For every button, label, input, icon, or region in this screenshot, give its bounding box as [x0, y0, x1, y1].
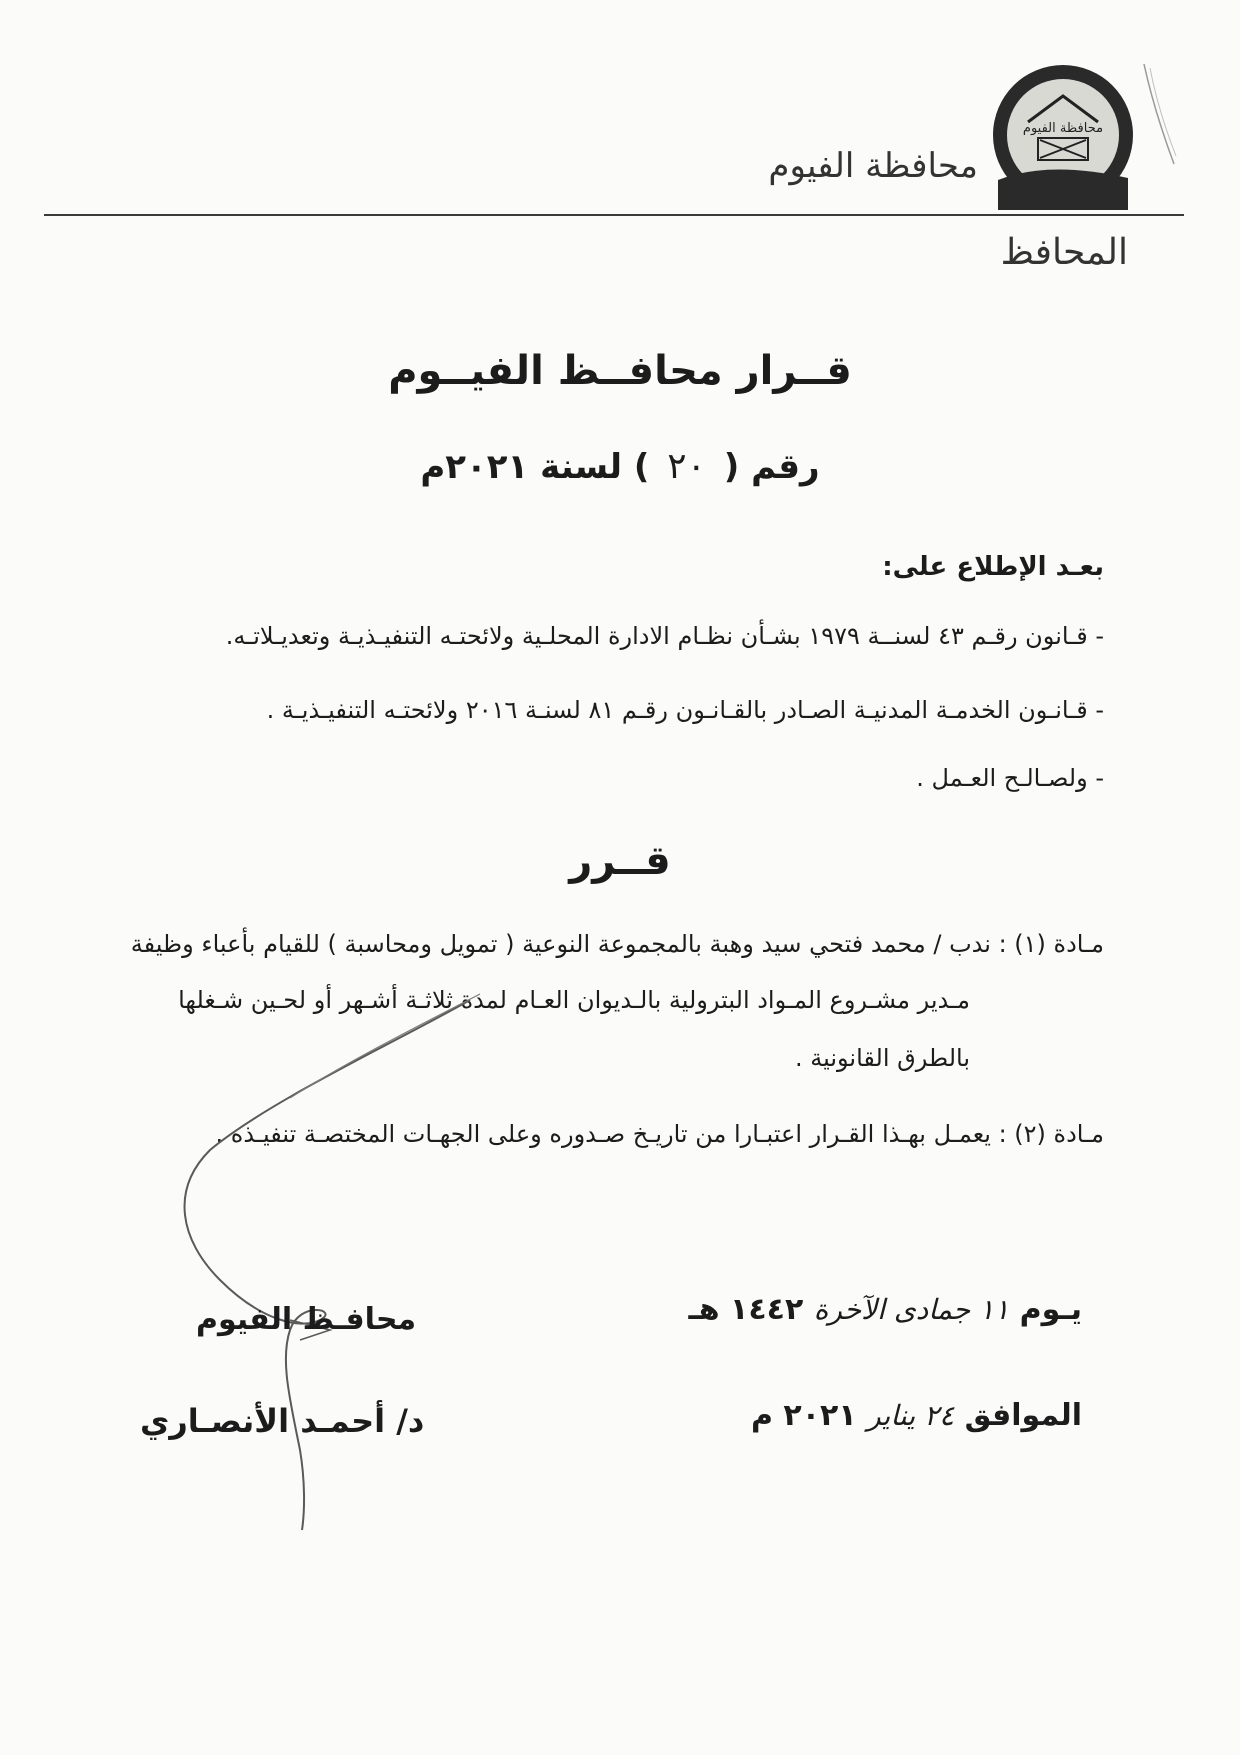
- hijri-date-handwritten: ١١ جمادى الآخرة: [813, 1293, 1010, 1326]
- gregorian-date-handwritten: ٢٤ يناير: [867, 1399, 955, 1432]
- decided-heading: قــرر: [569, 838, 671, 884]
- governor-title: محافـظ الفيوم: [196, 1302, 417, 1337]
- article-2: مـادة (٢) : يعمـل بهـذا القـرار اعتبـارا من تاريـخ صـدوره وعلى الجهـات المختصـة تنفيـذه .: [215, 1120, 1104, 1148]
- gregorian-date-prefix: الموافق: [964, 1398, 1082, 1433]
- decree-number-value: ٢٠: [667, 446, 706, 487]
- gregorian-date-year: ٢٠٢١ م: [750, 1398, 857, 1433]
- gregorian-date: [751, 1398, 1082, 1433]
- hijri-date: [689, 1292, 1082, 1327]
- decree-number: [0, 446, 1240, 487]
- governor-name: د/ أحمـد الأنصـاري: [140, 1402, 425, 1440]
- scan-mark: [1140, 60, 1180, 170]
- handwritten-signature: [150, 980, 510, 1540]
- decree-number-suffix: ) لسنة ٢٠٢١م: [420, 447, 650, 487]
- article-1-line: بالطرق القانونية .: [794, 1044, 970, 1072]
- hijri-date-year: ١٤٤٢ هـ: [688, 1292, 804, 1327]
- governorate-seal-logo: [988, 60, 1138, 210]
- preamble-item: - ولصـالـح العـمل .: [916, 764, 1104, 792]
- article-1-line: مـدير مشـروع المـواد البترولية بالـديوان العـام لمدة ثلاثـة أشـهر أو لحـين شـغلها: [178, 986, 970, 1014]
- organization-name: محافظة الفيوم: [768, 146, 978, 186]
- header-divider: [44, 214, 1184, 216]
- hijri-date-prefix: يـوم: [1019, 1292, 1082, 1327]
- office-title: المحافظ: [1000, 232, 1128, 273]
- seal-text: محافظة الفيوم: [1022, 121, 1104, 136]
- preamble-heading: بعـد الإطلاع على:: [882, 552, 1104, 582]
- preamble-item: - قـانـون الخدمـة المدنيـة الصـادر بالقـانـون رقـم ٨١ لسنـة ٢٠١٦ ولائحتـه التنفيـذيـة .: [266, 696, 1104, 724]
- article-1-line: مـادة (١) : ندب / محمد فتحي سيد وهبة بالمجموعة النوعية ( تمويل ومحاسبة ) للقيام بأعباء وظيفة: [130, 930, 1104, 958]
- decree-number-prefix: رقم (: [723, 447, 820, 487]
- preamble-item: - قـانون رقـم ٤٣ لسنــة ١٩٧٩ بشـأن نظـام الادارة المحلـية ولائحتـه التنفيـذيـة وتعديـلاتـه.: [225, 622, 1104, 650]
- decree-title: قــرار محافــظ الفيــوم: [388, 348, 852, 394]
